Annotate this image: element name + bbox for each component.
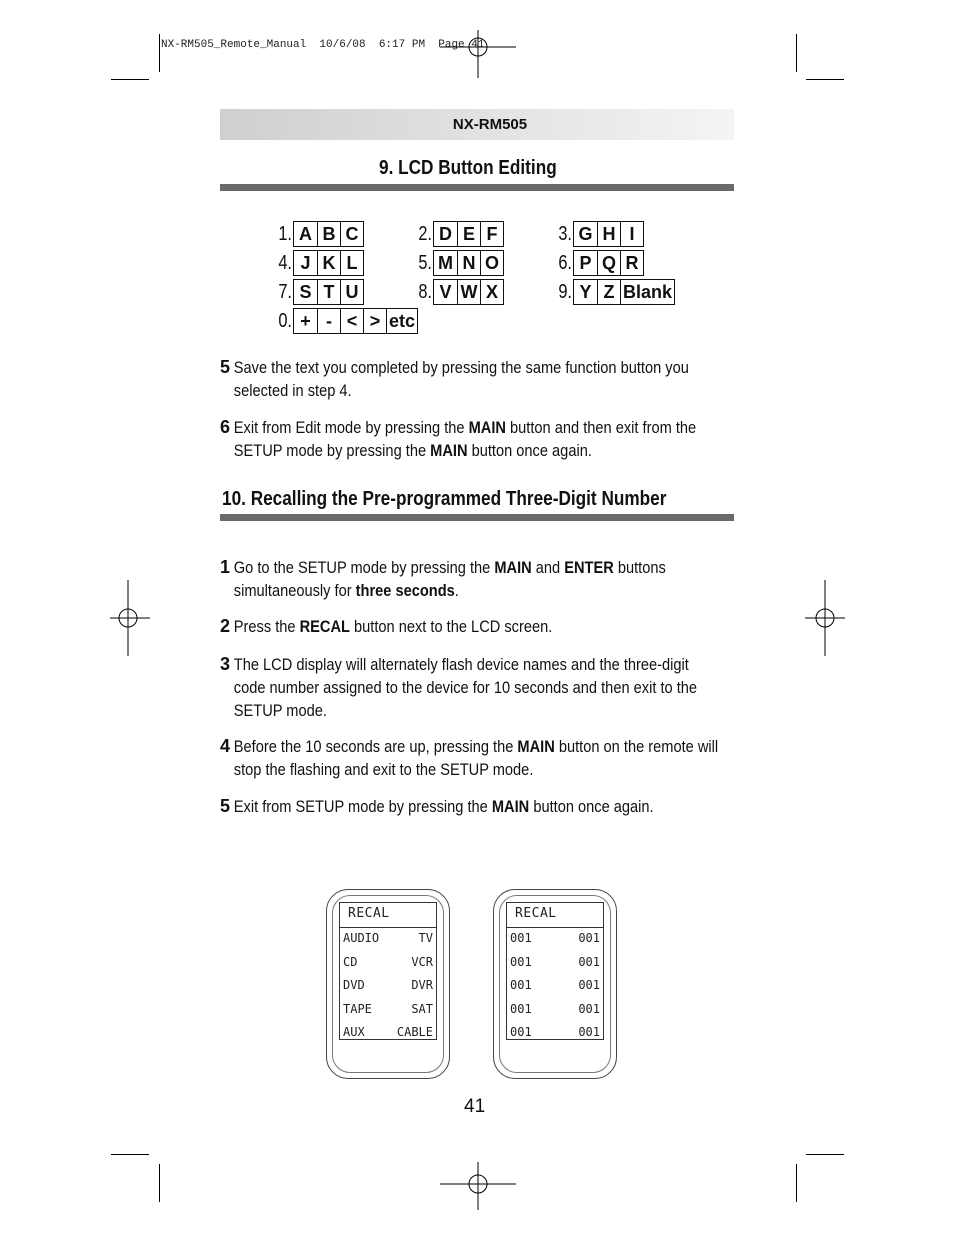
step-text-run: button next to the LCD screen.: [349, 617, 553, 636]
lcd-row: [343, 931, 433, 951]
key-letter: V: [439, 282, 452, 302]
key-row: [402, 221, 504, 247]
emphasized-term: three seconds: [355, 581, 455, 600]
lcd-right-value: DVR: [411, 978, 433, 992]
lcd-left-value: CD: [343, 954, 358, 969]
key-digit: 4.: [278, 251, 292, 274]
key-letter: O: [480, 251, 503, 275]
lcd-title: RECAL: [348, 906, 390, 921]
lcd-row: [510, 1002, 600, 1022]
key-letter: +: [300, 311, 311, 331]
lcd-row: [343, 978, 433, 998]
lcd-screen-device-names: [339, 902, 437, 1040]
step-text-run: Exit from Edit mode by pressing the: [233, 418, 469, 437]
key-letter: T: [317, 280, 340, 304]
key-letter: H: [597, 222, 620, 246]
key-letter: N: [457, 251, 480, 275]
key-row: [402, 279, 504, 305]
key-letter: Q: [597, 251, 620, 275]
lcd-left-value: AUDIO: [343, 931, 380, 945]
key-letter-box: [433, 279, 504, 305]
crop-mark: [111, 1154, 149, 1155]
instruction-step: [220, 556, 735, 602]
key-letter-box: [573, 250, 644, 276]
key-letter: W: [457, 280, 480, 304]
step-text-run: Save the text you completed by pressing the same function button you selected in step 4.: [233, 358, 689, 400]
lcd-row: [343, 1002, 433, 1022]
page-number: 41: [464, 1096, 486, 1117]
lcd-row: [510, 1025, 600, 1045]
step-text: [220, 416, 724, 462]
section-10-title: 10. Recalling the Pre-programmed Three-Digit Number: [222, 488, 667, 510]
registration-mark-top: [440, 30, 516, 80]
step-text-run: button once again.: [467, 441, 592, 460]
key-letter: K: [317, 251, 340, 275]
key-row: [542, 250, 644, 276]
remote-illustration-codes: [493, 889, 617, 1079]
key-row: [542, 221, 644, 247]
key-letter: Z: [597, 280, 620, 304]
step-text-run: The LCD display will alternately flash device names and the three-digit code number assigned to the device for 10 seconds and then exit to the SETUP mode.: [233, 655, 698, 720]
emphasized-term: MAIN: [494, 558, 532, 577]
key-letter: >: [363, 309, 386, 333]
lcd-left-value: DVD: [343, 978, 365, 992]
lcd-left-value: 001: [510, 954, 532, 969]
key-digit: 6.: [558, 251, 572, 274]
key-letter: R: [620, 251, 643, 275]
key-letter: Blank: [620, 280, 674, 304]
crop-mark: [806, 79, 844, 80]
step-text-run: button and then exit from the SETUP mode by pressing the: [233, 418, 697, 460]
lcd-left-value: TAPE: [343, 1001, 372, 1016]
step-number: 5: [220, 796, 231, 816]
lcd-right-value: TV: [418, 931, 433, 945]
section-9-rule: [220, 184, 734, 191]
key-letter: A: [299, 224, 312, 244]
key-letter: G: [578, 224, 593, 244]
crop-mark: [111, 79, 149, 80]
lcd-row: [510, 931, 600, 951]
key-letter-box: [433, 250, 504, 276]
step-text: [220, 653, 724, 722]
key-row: [262, 250, 364, 276]
step-text: [220, 556, 724, 602]
key-letter: etc: [386, 309, 417, 333]
key-row: [262, 221, 364, 247]
crop-mark: [159, 1164, 160, 1202]
key-letter: E: [457, 222, 480, 246]
instruction-step: [220, 356, 735, 402]
key-letter: X: [480, 280, 503, 304]
key-letter: <: [340, 309, 363, 333]
key-row: [262, 279, 364, 305]
step-text-run: and: [531, 558, 565, 577]
lcd-right-value: 001: [578, 1025, 600, 1039]
emphasized-term: MAIN: [468, 418, 506, 437]
lcd-right-value: CABLE: [396, 1025, 433, 1039]
step-text-run: button on the remote will stop the flashing and exit to the SETUP mode.: [233, 737, 719, 779]
lcd-row: [510, 978, 600, 998]
key-letter: Y: [579, 282, 592, 302]
emphasized-term: MAIN: [430, 441, 468, 460]
lcd-right-value: SAT: [411, 1001, 433, 1016]
lcd-left-value: 001: [510, 1001, 532, 1016]
key-letter: J: [300, 253, 311, 273]
emphasized-term: RECAL: [299, 617, 350, 636]
lcd-right-value: 001: [578, 978, 600, 992]
step-text: [220, 356, 724, 402]
remote-illustration-device-names: [326, 889, 450, 1079]
key-letter: D: [439, 224, 452, 244]
lcd-screen-codes: [506, 902, 604, 1040]
key-digit: 2.: [418, 222, 432, 245]
lcd-left-value: AUX: [343, 1025, 365, 1039]
key-letter-box: [573, 279, 675, 305]
key-letter: I: [620, 222, 643, 246]
crop-mark: [796, 1164, 797, 1202]
step-number: 2: [220, 616, 231, 636]
key-digit: 3.: [558, 222, 572, 245]
key-digit: 8.: [418, 280, 432, 303]
step-text-run: Press the: [233, 617, 300, 636]
key-letter: U: [340, 280, 363, 304]
lcd-row: [343, 1025, 433, 1045]
key-row: [262, 308, 418, 334]
emphasized-term: MAIN: [491, 797, 530, 816]
step-text: [220, 735, 724, 781]
key-letter: C: [340, 222, 363, 246]
key-digit: 0.: [278, 309, 292, 332]
lcd-right-value: 001: [578, 1001, 600, 1016]
key-digit: 1.: [278, 222, 292, 245]
step-text: [220, 795, 724, 818]
step-number: 5: [220, 357, 231, 377]
registration-mark-bottom: [440, 1160, 516, 1210]
lcd-right-value: VCR: [411, 954, 433, 969]
lcd-left-value: 001: [510, 1025, 532, 1039]
key-letter-box: [573, 221, 644, 247]
step-text-run: Before the 10 seconds are up, pressing the: [233, 737, 518, 756]
registration-mark-right: [805, 580, 845, 656]
step-text-run: .: [454, 581, 459, 600]
emphasized-term: MAIN: [517, 737, 555, 756]
key-letter-box: [293, 250, 364, 276]
key-letter: M: [438, 253, 453, 273]
key-letter: F: [480, 222, 503, 246]
key-letter-box: [433, 221, 504, 247]
step-text-run: buttons simultaneously for: [233, 558, 666, 600]
crop-mark: [806, 1154, 844, 1155]
key-digit: 7.: [278, 280, 292, 303]
emphasized-term: ENTER: [564, 558, 614, 577]
step-number: 1: [220, 557, 231, 577]
lcd-left-value: 001: [510, 978, 532, 992]
key-letter: -: [317, 309, 340, 333]
crop-mark: [796, 34, 797, 72]
section-9-title: 9. LCD Button Editing: [379, 157, 557, 179]
key-letter-grid: [262, 220, 702, 338]
step-text: [220, 615, 724, 638]
crop-mark: [159, 34, 160, 72]
lcd-row: [510, 955, 600, 975]
lcd-right-value: 001: [578, 954, 600, 969]
lcd-row: [343, 955, 433, 975]
lcd-title: RECAL: [515, 906, 557, 921]
step-number: 3: [220, 654, 231, 674]
key-digit: 5.: [418, 251, 432, 274]
key-letter-box: [293, 308, 418, 334]
key-row: [542, 279, 675, 305]
key-letter: S: [299, 282, 312, 302]
registration-mark-left: [110, 580, 150, 656]
instruction-step: [220, 795, 735, 818]
model-name: NX-RM505: [452, 116, 528, 133]
instruction-step: [220, 653, 735, 722]
step-text-run: Exit from SETUP mode by pressing the: [233, 797, 492, 816]
key-row: [402, 250, 504, 276]
lcd-left-value: 001: [510, 931, 532, 945]
step-text-run: Go to the SETUP mode by pressing the: [233, 558, 495, 577]
step-number: 4: [220, 736, 231, 756]
key-digit: 9.: [558, 280, 572, 303]
print-slug-line: NX-RM505_Remote_Manual 10/6/08 6:17 PM Page 41: [161, 39, 485, 51]
key-letter: B: [317, 222, 340, 246]
step-number: 6: [220, 417, 231, 437]
key-letter: P: [579, 253, 592, 273]
key-letter-box: [293, 221, 364, 247]
instruction-step: [220, 735, 735, 781]
model-header-band: [220, 109, 734, 140]
instruction-step: [220, 615, 735, 638]
section-10-rule: [220, 514, 734, 521]
lcd-right-value: 001: [578, 931, 600, 945]
key-letter: L: [340, 251, 363, 275]
instruction-step: [220, 416, 735, 462]
key-letter-box: [293, 279, 364, 305]
step-text-run: button once again.: [529, 797, 654, 816]
